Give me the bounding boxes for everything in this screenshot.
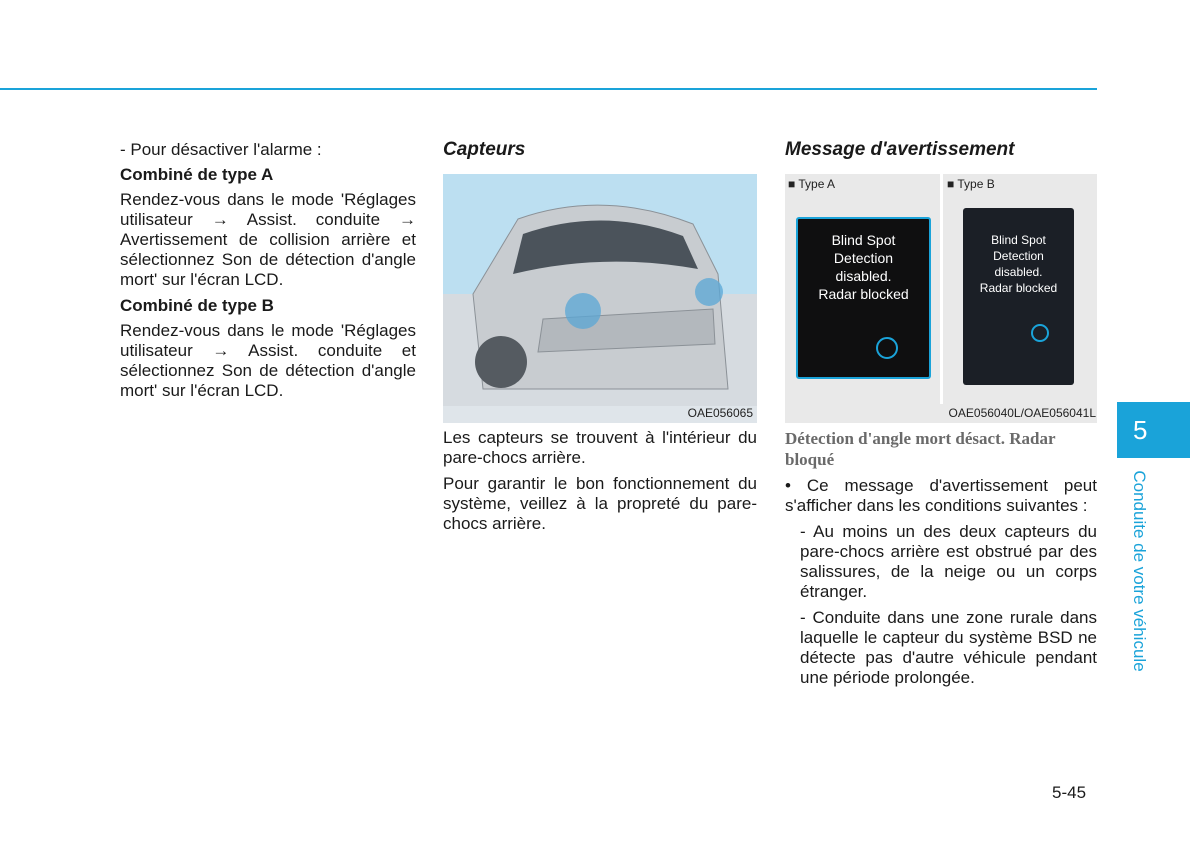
chapter-title: Conduite de votre véhicule — [1130, 470, 1149, 672]
display-a-line-3: disabled. — [835, 268, 892, 284]
middle-column — [443, 428, 757, 534]
car-rear-illustration — [443, 174, 757, 406]
blocked-icon-b — [1031, 324, 1049, 342]
display-a-line-1: Blind Spot — [831, 232, 896, 248]
middle-para-2: Pour garantir le bon fonctionnement du système, veillez à la propreté du pare-chocs arrière. — [443, 474, 757, 533]
type-a-label: ■ Type A — [788, 177, 836, 191]
warning-dash-2: - Conduite dans une zone rurale dans laquelle le capteur du système BSD ne détecte pas d'autre véhicule pendant une période prolongée. — [800, 608, 1097, 687]
type-b-text: Rendez-vous dans le mode 'Réglages utilisateur → Assist. conduite et sélectionnez Son de détection d'angle mort' sur l'écran LCD. — [120, 321, 416, 400]
display-b-line-3: disabled. — [994, 265, 1043, 279]
warning-bullet: • Ce message d'avertissement peut s'afficher dans les conditions suivantes : — [785, 476, 1097, 515]
intro-line: - Pour désactiver l'alarme : — [120, 140, 322, 159]
chapter-number-tab: 5 — [1117, 402, 1190, 458]
capteurs-title: Capteurs — [443, 139, 526, 160]
warning-subheading: Détection d'angle mort désact. Radar bloqué — [785, 429, 1056, 469]
warning-figure-code: OAE056040L/OAE056041L — [948, 406, 1096, 420]
figure-divider — [940, 174, 943, 404]
sensor-figure — [443, 174, 757, 423]
middle-para-1: Les capteurs se trouvent à l'intérieur du pare-chocs arrière. — [443, 428, 757, 467]
display-a-line-4: Radar blocked — [818, 286, 909, 302]
figure-code: OAE056065 — [687, 406, 753, 420]
display-b-line-1: Blind Spot — [991, 233, 1046, 247]
type-b-label: ■ Type B — [947, 177, 995, 191]
display-type-b — [963, 208, 1074, 385]
warning-dash-1: - Au moins un des deux capteurs du pare-chocs arrière est obstrué par des salissures, de la neige ou un corps étranger. — [800, 522, 1097, 601]
right-column — [785, 428, 1097, 688]
display-a-line-2: Detection — [833, 250, 894, 266]
warning-title: Message d'avertissement — [785, 139, 1015, 160]
wheel-icon — [475, 336, 527, 388]
type-b-heading: Combiné de type B — [120, 296, 274, 315]
warning-figure — [785, 174, 1097, 423]
left-sensor-icon — [565, 293, 601, 329]
type-a-text: Rendez-vous dans le mode 'Réglages utilisateur → Assist. conduite → Avertissement de collision arrière et sélectionnez Son de détection d'angle mort' sur l'écran LCD. — [120, 190, 416, 289]
type-a-heading: Combiné de type A — [120, 165, 274, 184]
top-rule — [0, 88, 1097, 90]
page-number: 5-45 — [1052, 783, 1087, 802]
left-column — [120, 140, 416, 401]
display-type-a — [796, 217, 931, 379]
display-b-line-2: Detection — [993, 249, 1044, 263]
blocked-icon — [876, 337, 898, 359]
display-b-line-4: Radar blocked — [979, 281, 1058, 295]
right-sensor-icon — [695, 278, 723, 306]
